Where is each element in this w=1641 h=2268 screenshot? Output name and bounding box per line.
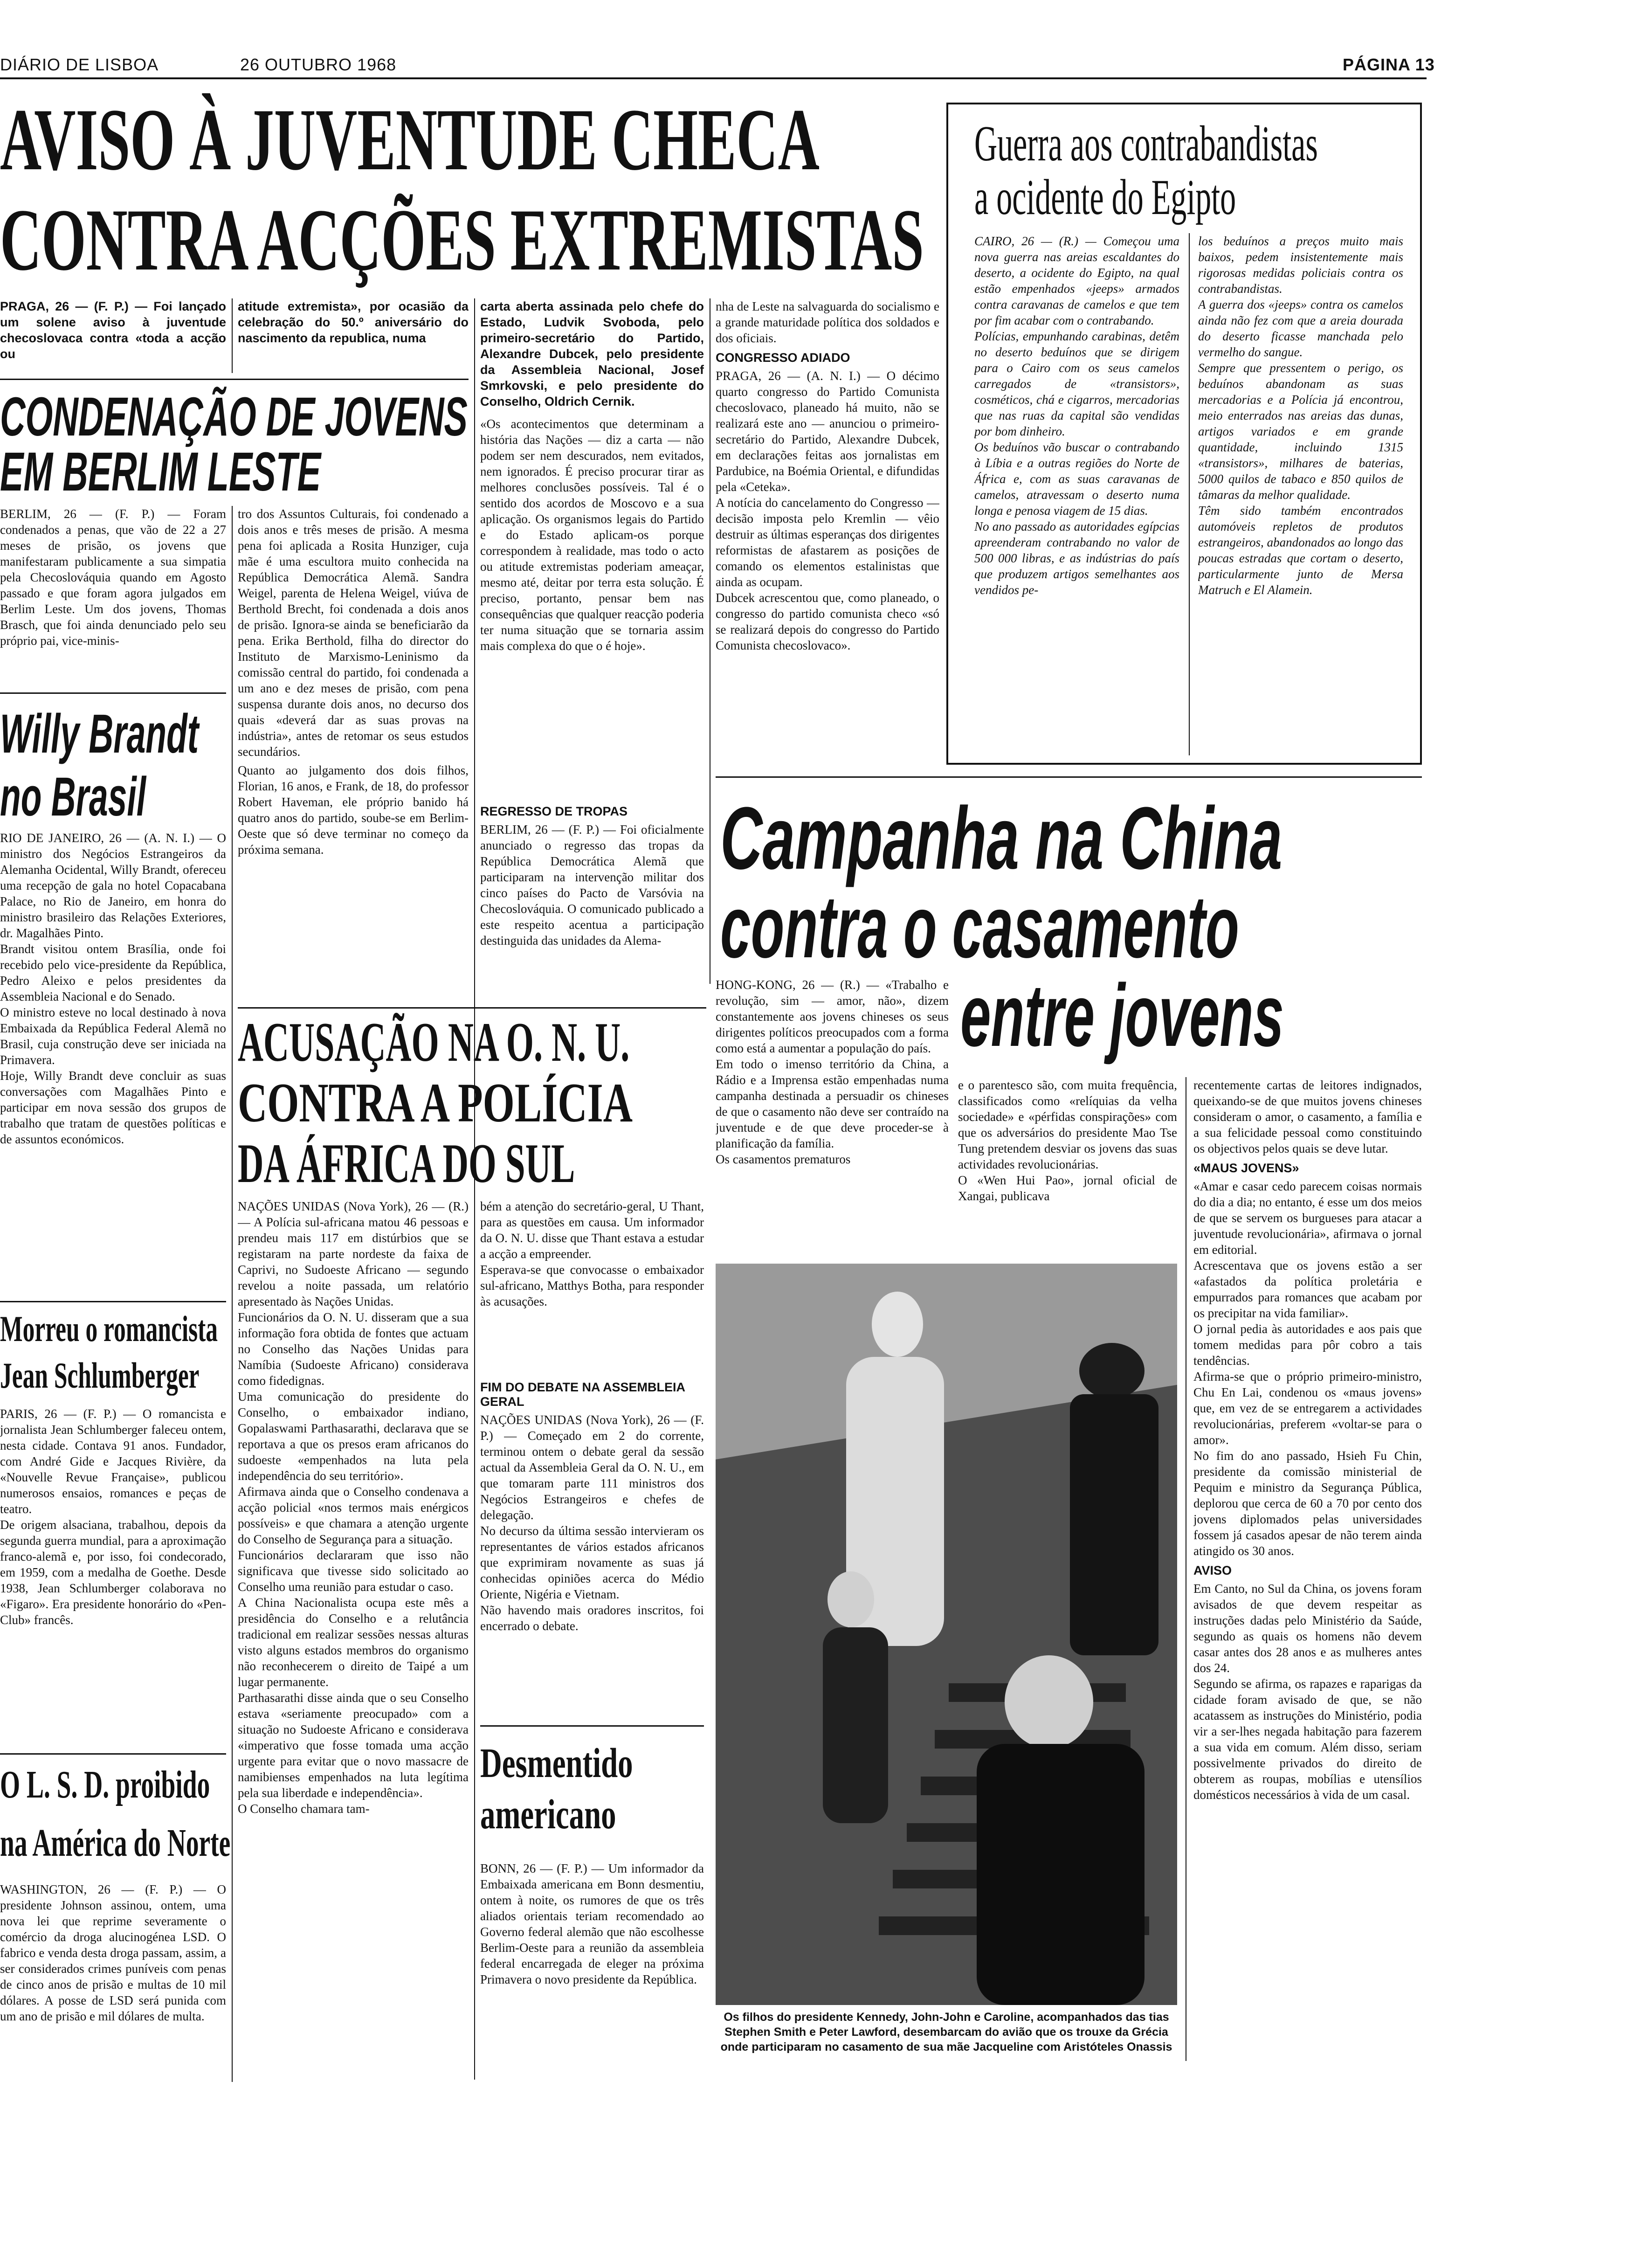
brandt-headline-line2: no Brasil xyxy=(0,766,146,828)
egipto-headline-line1: Guerra aos contrabandistas xyxy=(974,116,1318,172)
onu-text2: Funcionários da O. N. U. disseram que a sua informação fora obtida de fontes que actuam no Conselho das Nações Unidas para Namíbia (Sudoeste Africano) considerava como fidedignas. xyxy=(238,1310,469,1388)
onu-text3: Uma comunicação do presidente do Conselho, o embaixador indiano, Gopalaswami Parthasarathi, declarava que se reportava a que os presos eram africanos do sudoeste «empenhados na luta pela independência do seu território». xyxy=(238,1390,469,1483)
china-col3-text6: No fim do ano passado, Hsieh Fu Chin, presidente da comissão ministerial de Pequim e ministro da Segurança Pública, deplorou que cerca de 60 a 70 por cento dos jovens diplomados pelas universidades fossem já casados apesar de não terem ainda atingido os 30 anos. xyxy=(1193,1449,1422,1558)
berlim-col1: BERLIM, 26 — (F. P.) — Foram condenados a penas, que vão de 22 a 27 meses de prisão, os jovens que manifestaram publicamente a sua simpatia pela Checoslováquia quando em Agosto passado e que foram agora julgados em Berlim Leste. Um dos jovens, Thomas Brasch, que foi ainda denunciado pelo seu próprio pai, vice-minis- xyxy=(0,507,226,648)
morreu-text1: PARIS, 26 — (F. P.) — O romancista e jornalista Jean Schlumberger faleceu ontem, nesta cidade. Contava 91 anos. Fundador, com André Gide e Jacques Rivière, da «Nouvelle Revue Française», publicou numerosos ensaios, romances e peças de teatro. xyxy=(0,1407,226,1516)
china-col2-text1: e o parentesco são, com muita frequência, classificados como «relíquias da velha sociedade» e «pérfidas conspirações» com que os adversários do presidente Mao Tse Tung pretendem desviar os jovens das suas actividades revolucionárias. xyxy=(958,1078,1177,1171)
china-col3-text8: Segundo se afirma, os rapazes e raparigas da cidade foram avisado de que, se não acatassem as instruções do Ministério, podia vir a ser-lhes negada habitação para fazerem a sua vida em comum. Além disso, seriam possivelmente privados do direito de obterem as roupas, mobílias e utensílios domésticos necessários à vida de um casal. xyxy=(1193,1677,1422,1802)
section-rule xyxy=(0,379,469,380)
onu-text7: Parthasarathi disse ainda que o seu Conselho estava «seriamente preocupado» com a situação no Sudoeste Africano e considerava «imperativo que fosse tomada uma acção urgente para evitar que o novo massacre de namibienses empenhados na luta legítima pela sua liberdade e independência». xyxy=(238,1691,469,1800)
morreu-text2: De origem alsaciana, trabalhou, depois da segunda guerra mundial, para a aproximação franco-alemã e, por isso, foi condecorado, em 1959, com a medalha de Goethe. Desde 1938, Jean Schlumberger colaborava no «Figaro». Era presidente honorário do «Pen-Club» francês. xyxy=(0,1518,226,1627)
onu-col2-text2: Esperava-se que convocasse o embaixador sul-africano, Matthys Botha, para responder às acusações. xyxy=(480,1263,704,1308)
china-lead-text2: Em todo o imenso território da China, a Rádio e a Imprensa estão empenhadas numa campanha destinada a persuadir os chineses de que o casamento não deve ser contraído na juventude e de que deve proceder-se à planificação da família. xyxy=(716,1057,949,1150)
china-col2-text2: O «Wen Hui Pao», jornal oficial de Xangai, publicava xyxy=(958,1173,1177,1203)
berlim-col2 xyxy=(238,506,469,1007)
aviso-col3 xyxy=(480,298,704,793)
brandt-headline-line1: Willy Brandt xyxy=(0,703,199,765)
onu-col1 xyxy=(238,1198,469,2080)
aviso-col3-text: «Os acontecimentos que determinam a história das Nações — diz a carta — não podem ser nem descurados, nem evitados, nem ignorados. É preciso procurar tirar as melhores conclusões possíveis. Tal é o sentido dos acordos de Moscovo e a sua aplicação. Os organismos legais do Partido e do Estado aplicam-os porque correspondem à realidade, mas todo o acto ou atitude extremistas poderiam ameaçar, mesmo até, deitar por terra esta solução. É preciso, portanto, pensar bem nas consequências que qualquer reacção poderia ter numa situação que se tornaria assim mais complexa do que o é hoje». xyxy=(480,417,704,653)
egipto-col2-text1: los beduínos a preços muito mais baixos, pedem insistentemente mais rigorosas medidas policiais contra os contrabandistas. xyxy=(1198,234,1403,296)
aviso-col4-text: nha de Leste na salvaguarda do socialismo e a grande maturidade política dos soldados e dos oficiais. xyxy=(716,299,939,345)
egipto-col2-text4: Têm sido também encontrados automóveis repletos de produtos estrangeiros, abandonados ao longo das poucas estradas que cortam o deserto, particularmente junto de Mersa Matruch e El Alamein. xyxy=(1198,504,1403,597)
berlim-headline-line2: EM BERLIM LESTE xyxy=(0,441,321,503)
morreu-headline-line2: Jean Schlumberger xyxy=(0,1355,200,1396)
aviso-headline-line1: AVISO À JUVENTUDE CHECA xyxy=(0,91,820,189)
tropas-text: BERLIM, 26 — (F. P.) — Foi oficialmente anunciado o regresso das tropas da República Democrática Alemã que participaram na intervenção militar dos cinco países do Pacto de Varsóvia na Checoslováquia. O comunicado publicado a este respeito acentua a participação destinguida das unidades da Alema- xyxy=(480,823,704,947)
china-headline-line1: Campanha na China xyxy=(720,789,1282,888)
egipto-headline-line2: a ocidente do Egipto xyxy=(974,170,1236,225)
brandt-text3: O ministro esteve no local destinado à nova Embaixada da República Federal Alemã no Brasil, cuja construção deve ser iniciada na Primavera. xyxy=(0,1005,226,1067)
china-col3-text5: Afirma-se que o próprio primeiro-ministro, Chu En Lai, condenou os «maus jovens» que, em vez de se entregarem a actividades revolucionárias, preferem «voltar-se para o amor». xyxy=(1193,1369,1422,1447)
desmentido-headline-line2: americano xyxy=(480,1791,616,1838)
onu-text8: O Conselho chamara tam- xyxy=(238,1802,370,1816)
lsd-headline-line1: O L. S. D. proibido xyxy=(0,1763,210,1806)
berlim-col2-text2: Quanto ao julgamento dos dois filhos, Florian, 16 anos, e Frank, de 18, do professor Robert Haveman, ele próprio banido há quatro anos do partido, soube-se em Berlim-Oeste que só deve terminar no começo da próxima semana. xyxy=(238,763,469,857)
onu-headline-line1: ACUSAÇÃO NA O. N. U. xyxy=(238,1011,630,1073)
aviso-subhead: AVISO xyxy=(1193,1563,1232,1577)
debate-text1: NAÇÕES UNIDAS (Nova York), 26 — (F. P.) — Começado em 2 do corrente, terminou ontem o debate geral da sessão actual da Assembleia Geral da O. N. U., em que tomaram parte 111 ministros dos Negócios Estrangeiros e chefes de delegação. xyxy=(480,1413,704,1522)
section-rule xyxy=(0,1753,226,1755)
onu-text4: Afirmava ainda que o Conselho condenava a acção policial «nos termos mais enérgicos possíveis» e que chamara a atenção urgente do Conselho de Segurança para a situação. xyxy=(238,1485,469,1546)
china-col3-text3: Acrescentava que os jovens estão a ser «afastados da política proletária e empurrados para romances que acabam por os precipitar na vida familiar». xyxy=(1193,1258,1422,1320)
egipto-text4: No ano passado as autoridades egípcias apreenderam contrabando no valor de 500 000 libras, e as indústrias do país que produzem artigos semelhantes aos vendidos pe- xyxy=(974,519,1179,597)
onu-headline-line2: CONTRA A POLÍCIA xyxy=(238,1072,633,1134)
section-rule xyxy=(480,1725,704,1727)
morreu-text xyxy=(0,1406,226,1751)
aviso-col1: PRAGA, 26 — (F. P.) — Foi lançado um solene aviso à juventude checoslovaca contra «toda a acção ou xyxy=(0,299,226,361)
onu-text6: A China Nacionalista ocupa este mês a presidência do Conselho e a relutância tradicional em realizar sessões nessas alturas visto alguns estados membros do organismo não reconhecerem o direito de Taipé a um lugar permanente. xyxy=(238,1596,469,1689)
col-divider xyxy=(232,506,233,2082)
china-lead-text1: HONG-KONG, 26 — (R.) — «Trabalho e revolução, sim — amor, não», dizem constantemente aos jovens chineses os seus dirigentes políticos preocupados com a forma como está a aumentar a população do país. xyxy=(716,978,949,1055)
congresso-text2: A notícia do cancelamento do Congresso — decisão imposta pelo Kremlin — vêio destruir as últimas esperanças dos dirigentes reformistas de afastarem as posições de comando os elementos estalinistas que ainda as ocupam. xyxy=(716,496,939,589)
section-rule xyxy=(716,776,1422,778)
aviso-headline-line2: CONTRA ACÇÕES EXTREMISTAS xyxy=(0,191,924,289)
photo-illustration xyxy=(716,1264,1177,2005)
egipto-col1 xyxy=(974,233,1179,760)
egipto-col2-text2: A guerra dos «jeeps» contra os camelos ainda não fez com que a areia dourada do deserto ficasse manchada pelo vermelho do sangue. xyxy=(1198,297,1403,359)
brandt-text2: Brandt visitou ontem Brasília, onde foi recebido pelo vice-presidente da República, Pedro Aleixo e pelos presidentes da Assembleia Nacional e do Senado. xyxy=(0,942,226,1003)
egipto-col2-text3: Sempre que pressentem o perigo, os beduínos abandonam as suas mercadorias e a Polícia já encontrou, meio enterrados nas areias das dunas, artigos variados e em grande quantidade, incluindo 1315 «transistors», milhares de baterias, 5000 quilos de tabaco e 850 quilos de tâmaras da melhor qualidade. xyxy=(1198,361,1403,502)
debate-text3: Não havendo mais oradores inscritos, foi encerrado o debate. xyxy=(480,1603,704,1633)
congresso-text3: Dubcek acrescentou que, como planeado, o congresso do partido comunista checo «só se realizará depois do congresso do Partido Comunista checoslovaco». xyxy=(716,591,939,652)
newspaper-name: DIÁRIO DE LISBOA xyxy=(0,55,159,74)
section-rule xyxy=(0,692,226,694)
china-lead-text3: Os casamentos prematuros xyxy=(716,1152,851,1166)
brandt-text1: RIO DE JANEIRO, 26 — (A. N. I.) — O ministro dos Negócios Estrangeiros da Alemanha Ocidental, Willy Brandt, ofereceu uma recepção de gala no hotel Copacabana Palace, no Rio de Janeiro, em honra do ministro brasileiro das Relações Exteriores, dr. Magalhães Pinto. xyxy=(0,831,226,940)
page-number: PÁGINA 13 xyxy=(1343,55,1435,74)
onu-col2 xyxy=(480,1198,704,1371)
section-rule xyxy=(238,1007,706,1009)
china-headline-line3: entre jovens xyxy=(960,966,1284,1065)
col-divider xyxy=(1189,233,1190,755)
brandt-text xyxy=(0,830,226,1301)
photo-caption: Os filhos do presidente Kennedy, John-John e Caroline, acompanhados das tias Stephen Smith e Peter Lawford, desembarcam do avião que os trouxe da Grécia onde participaram no casamento de sua mãe Jacqueline com Aristóteles Onassis xyxy=(720,2011,1172,2054)
egipto-col2 xyxy=(1198,233,1403,760)
section-rule xyxy=(0,1301,226,1302)
tropas-article xyxy=(480,800,704,1005)
lsd-headline-line2: na América do Norte xyxy=(0,1821,231,1865)
china-col3 xyxy=(1193,1077,1422,2080)
issue-date: 26 OUTUBRO 1968 xyxy=(240,55,397,74)
china-col3-text7: Em Canto, no Sul da China, os jovens foram avisados de que devem respeitar as instruções dadas pelo Ministério da Saúde, segundo as quais os homens não devem casar antes dos 28 anos e as mulheres antes dos 24. xyxy=(1193,1582,1422,1675)
header-rule xyxy=(0,77,1427,79)
desmentido-text: BONN, 26 — (F. P.) — Um informador da Embaixada americana em Bonn desmentiu, ontem à noite, os rumores de que os três aliados orientais teriam recomendado ao Governo federal alemão que não escolhesse Berlim-Oeste para a reunião da assembleia federal encarregada de eleger na próxima Primavera o novo presidente da República. xyxy=(480,1861,704,1986)
berlim-headline-line1: CONDENAÇÃO DE JOVENS xyxy=(0,386,468,448)
china-headline-line2: contra o casamento xyxy=(720,878,1239,976)
egipto-text1: CAIRO, 26 — (R.) — Começou uma nova guerra nas areias escaldantes do deserto, a ocidente do Egipto, na qual estão empenhados «jeeps» armados contra caravanas de camelos e que tem por fim acabar com o contrabando. xyxy=(974,234,1179,327)
debate-article xyxy=(480,1376,704,1716)
china-col3-text1: recentemente cartas de leitores indignados, queixando-se de que muitos jovens chineses consideram o amor, o casamento, a família e a sua felicidade pessoal como constituindo os objectivos pelos quais se deve lutar. xyxy=(1193,1078,1422,1155)
maus-jovens-subhead: «MAUS JOVENS» xyxy=(1193,1161,1299,1175)
onu-text5: Funcionários declararam que isso não significava que tivesse sido solicitado ao Conselho uma reunião para estudar o caso. xyxy=(238,1548,469,1594)
berlim-col2-text: tro dos Assuntos Culturais, foi condenado a dois anos e três meses de prisão. A mesma pena foi aplicada a Rosita Hunziger, cuja mãe é uma escultora muito conhecida na República Democrática Alemã. Sandra Weigel, parenta de Helena Weigel, viúva de Berthold Brecht, foi condenada a dois anos de prisão. Ignora-se ainda se beneficiarão da pena. Erika Berthold, filha do director do Instituto de Marxismo-Leninismo da comissão central do partido, foi condenada a um ano e dez meses de prisão, com pena suspensa durante dois anos, no decurso dos quais «deverá dar as suas provas na indústria», antes de retomar os seus estudos secundários. xyxy=(238,507,469,759)
aviso-col2: atitude extremista», por ocasião da celebração do 50.º aniversário do nascimento da republica, numa xyxy=(238,299,469,345)
lsd-text: WASHINGTON, 26 — (F. P.) — O presidente Johnson assinou, ontem, uma nova lei que reprime severamente o comércio da droga alucinogénea LSD. O fabrico e venda desta droga passam, assim, a ser considerados crimes puníveis com penas de cinco anos de prisão e multas de 10 mil dólares. A posse de LSD será punida com um ano de prisão e mil dólares de multa. xyxy=(0,1882,226,2023)
col-divider xyxy=(474,1198,475,2080)
debate-subhead: FIM DO DEBATE NA ASSEMBLEIA GERAL xyxy=(480,1380,685,1409)
aviso-col4 xyxy=(716,298,939,783)
brandt-text4: Hoje, Willy Brandt deve concluir as suas conversações com Magalhães Pinto e participar em nova sessão dos grupos de trabalho que tratam de questões políticas e de assuntos económicos. xyxy=(0,1069,226,1146)
desmentido-headline-line1: Desmentido xyxy=(480,1740,633,1786)
morreu-headline-line1: Morreu o romancista xyxy=(0,1308,218,1349)
col-divider xyxy=(232,298,233,373)
onu-text1: NAÇÕES UNIDAS (Nova York), 26 — (R.) — A Polícia sul-africana matou 46 pessoas e prendeu mais 117 em distúrbios que se registaram na parte nordeste da faixa de Caprivi, no Sudoeste Africano — segundo revelou a noite passada, um relatório apresentado às Nações Unidas. xyxy=(238,1199,469,1308)
aviso-col3-lead: carta aberta assinada pelo chefe do Estado, Ludvik Svoboda, pelo primeiro-secretário do Partido, Alexandre Dubcek, pelo presidente da Assembleia Nacional, Josef Smrkovski, e pelo presidente do Conselho, Oldrich Cernik. xyxy=(480,299,704,408)
congresso-subhead: CONGRESSO ADIADO xyxy=(716,351,850,365)
egipto-text3: Os beduínos vão buscar o contrabando à Líbia e a outras regiões do Norte de África e, com as suas caravanas de camelos, atravessam o deserto numa longa e penosa viagem de 15 dias. xyxy=(974,440,1179,518)
tropas-subhead: REGRESSO DE TROPAS xyxy=(480,804,628,818)
onu-col2-text1: bém a atenção do secretário-geral, U Thant, para as questões em causa. Um informador da O. N. U. disse que Thant estava a estudar a acção a empreender. xyxy=(480,1199,704,1261)
congresso-text1: PRAGA, 26 — (A. N. I.) — O décimo quarto congresso do Partido Comunista checoslovaco, planeado há muito, não se realizará este ano — anunciou o primeiro-secretário do Partido, Alexandre Dubcek, em declarações feitas aos jornalistas em Pardubice, na Boémia Oriental, e difundidas pela «Ceteka». xyxy=(716,369,939,494)
egipto-text2: Polícias, empunhando carabinas, detêm no deserto beduínos que se dirigem para o Cairo com os seus camelos carregados de «transistors», cosméticos, chá e cigarros, mercadorias que nas ruas da capital são vendidas por bom dinheiro. xyxy=(974,329,1179,438)
onu-headline-line3: DA ÁFRICA DO SUL xyxy=(238,1132,575,1194)
debate-text2: No decurso da última sessão intervieram os representantes de vários estados africanos que exprimiram novamente as suas já conhecidas opiniões acerca do Médio Oriente, Nigéria e Vietnam. xyxy=(480,1524,704,1601)
china-lead xyxy=(716,977,949,1252)
china-col2 xyxy=(958,1077,1177,1250)
china-col3-text2: «Amar e casar cedo parecem coisas normais do dia a dia; no entanto, é esse um dos meios de que se servem os burgueses para atacar a juventude revolucionária», afirmava o jornal em editorial. xyxy=(1193,1179,1422,1257)
china-col3-text4: O jornal pedia às autoridades e aos pais que tomem medidas para pôr cobro a tais tendências. xyxy=(1193,1322,1422,1368)
kennedy-children-photo xyxy=(716,1264,1177,2005)
